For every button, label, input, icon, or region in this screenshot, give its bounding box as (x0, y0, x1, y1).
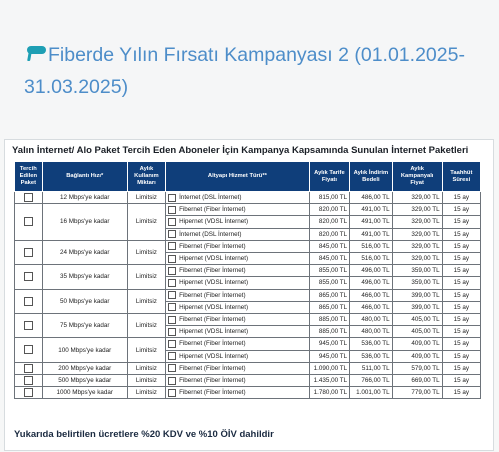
quota-cell: Limitsiz (127, 314, 165, 338)
service-checkbox[interactable] (168, 242, 176, 250)
commit-cell: 15 ay (442, 362, 480, 374)
package-select-cell (15, 387, 43, 399)
table-header-row (15, 162, 481, 192)
service-checkbox[interactable] (168, 316, 176, 324)
service-label: Fibernet (Fiber İnternet) (179, 377, 246, 385)
quota-cell: Limitsiz (127, 240, 165, 264)
header-campaign: Aylık Kampanyalı Fiyat (392, 162, 442, 192)
package-select-cell (15, 362, 43, 374)
quota-cell: Limitsiz (127, 265, 165, 289)
tariff-cell: 820,00 TL (309, 204, 349, 216)
service-label: Hipernet (VDSL İnternet) (179, 352, 249, 360)
service-label: İnternet (DSL İnternet) (179, 230, 242, 238)
speed-cell: 500 Mbps'ye kadar (42, 375, 127, 387)
discount-cell: 536,00 TL (350, 350, 393, 362)
speed-cell: 50 Mbps'ye kadar (42, 289, 127, 313)
commit-cell: 15 ay (442, 265, 480, 277)
service-checkbox[interactable] (168, 364, 176, 372)
package-checkbox[interactable] (24, 217, 33, 226)
discount-cell: 466,00 TL (350, 289, 393, 301)
tariff-cell: 885,00 TL (309, 326, 349, 338)
commit-cell: 15 ay (442, 253, 480, 265)
table-heading: Yalın İnternet/ Alo Paket Tercih Eden Aboneler İçin Kampanya Kapsamında Sunulan İnternet Paketleri (12, 145, 469, 156)
service-cell (166, 350, 310, 362)
campaign-cell: 409,00 TL (392, 350, 442, 362)
discount-cell: 766,00 TL (350, 375, 393, 387)
packages-table (14, 161, 481, 399)
package-select-cell (15, 289, 43, 313)
tariff-cell: 820,00 TL (309, 228, 349, 240)
campaign-cell: 399,00 TL (392, 301, 442, 313)
service-checkbox[interactable] (168, 352, 176, 360)
header-select: Tercih Edilen Paket (15, 162, 43, 192)
commit-cell: 15 ay (442, 204, 480, 216)
service-label: Fibernet (Fiber İnternet) (179, 242, 246, 250)
service-checkbox[interactable] (168, 255, 176, 263)
tariff-cell: 820,00 TL (309, 216, 349, 228)
header-commit: Taahhüt Süresi (442, 162, 480, 192)
campaign-cell: 329,00 TL (392, 253, 442, 265)
service-label: Hipernet (VDSL İnternet) (179, 328, 249, 336)
commit-cell: 15 ay (442, 314, 480, 326)
table-row (15, 338, 481, 350)
commit-cell: 15 ay (442, 228, 480, 240)
campaign-cell: 329,00 TL (392, 216, 442, 228)
discount-cell: 486,00 TL (350, 192, 393, 204)
campaign-cell: 329,00 TL (392, 240, 442, 252)
discount-cell: 466,00 TL (350, 301, 393, 313)
commit-cell: 15 ay (442, 375, 480, 387)
service-checkbox[interactable] (168, 206, 176, 214)
service-label: Hipernet (VDSL İnternet) (179, 255, 249, 263)
service-cell (166, 326, 310, 338)
tariff-cell: 865,00 TL (309, 289, 349, 301)
tariff-cell: 845,00 TL (309, 253, 349, 265)
service-cell (166, 204, 310, 216)
service-cell (166, 387, 310, 399)
tariff-cell: 945,00 TL (309, 350, 349, 362)
service-checkbox[interactable] (168, 194, 176, 202)
tariff-cell: 1.780,00 TL (309, 387, 349, 399)
service-label: Fibernet (Fiber İnternet) (179, 364, 246, 372)
discount-cell: 480,00 TL (350, 314, 393, 326)
service-label: Hipernet (VDSL İnternet) (179, 218, 249, 226)
service-cell (166, 192, 310, 204)
service-checkbox[interactable] (168, 291, 176, 299)
tariff-cell: 1.435,00 TL (309, 375, 349, 387)
table-row (15, 289, 481, 301)
package-checkbox[interactable] (24, 272, 33, 281)
package-select-cell (15, 375, 43, 387)
service-label: Fibernet (Fiber İnternet) (179, 267, 246, 275)
service-label: Hipernet (VDSL İnternet) (179, 279, 249, 287)
campaign-cell: 329,00 TL (392, 204, 442, 216)
commit-cell: 15 ay (442, 350, 480, 362)
service-cell (166, 216, 310, 228)
commit-cell: 15 ay (442, 326, 480, 338)
service-cell (166, 362, 310, 374)
commit-cell: 15 ay (442, 192, 480, 204)
service-cell (166, 228, 310, 240)
campaign-cell: 399,00 TL (392, 289, 442, 301)
service-cell (166, 375, 310, 387)
package-select-cell (15, 240, 43, 264)
campaign-cell: 779,00 TL (392, 387, 442, 399)
table-row (15, 192, 481, 204)
service-checkbox[interactable] (168, 267, 176, 275)
service-checkbox[interactable] (168, 328, 176, 336)
service-cell (166, 265, 310, 277)
service-cell (166, 301, 310, 313)
quota-cell: Limitsiz (127, 338, 165, 362)
campaign-cell: 329,00 TL (392, 228, 442, 240)
speed-cell: 35 Mbps'ye kadar (42, 265, 127, 289)
package-checkbox[interactable] (24, 376, 33, 385)
service-checkbox[interactable] (168, 377, 176, 385)
commit-cell: 15 ay (442, 289, 480, 301)
campaign-cell: 409,00 TL (392, 338, 442, 350)
speed-cell: 12 Mbps'ye kadar (42, 192, 127, 204)
package-checkbox[interactable] (24, 248, 33, 257)
discount-cell: 491,00 TL (350, 228, 393, 240)
quota-cell: Limitsiz (127, 192, 165, 204)
discount-cell: 491,00 TL (350, 216, 393, 228)
tariff-cell: 845,00 TL (309, 240, 349, 252)
header-discount: Aylık İndirim Bedeli (350, 162, 393, 192)
quota-cell: Limitsiz (127, 204, 165, 241)
quota-cell: Limitsiz (127, 387, 165, 399)
tariff-cell: 855,00 TL (309, 265, 349, 277)
discount-cell: 1.001,00 TL (350, 387, 393, 399)
header-quota: Aylık Kullanım Miktarı (127, 162, 165, 192)
service-label: Fibernet (Fiber İnternet) (179, 340, 246, 348)
tariff-cell: 1.090,00 TL (309, 362, 349, 374)
tax-note: Yukarıda belirtilen ücretlere %20 KDV ve %10 ÖİV dahildir (14, 429, 274, 440)
campaign-cell: 329,00 TL (392, 192, 442, 204)
campaign-card (4, 139, 494, 451)
header-service: Altyapı Hizmet Türü** (166, 162, 310, 192)
package-select-cell (15, 204, 43, 241)
tariff-cell: 815,00 TL (309, 192, 349, 204)
speed-cell: 200 Mbps'ye kadar (42, 362, 127, 374)
service-checkbox[interactable] (168, 340, 176, 348)
discount-cell: 516,00 TL (350, 240, 393, 252)
package-select-cell (15, 314, 43, 338)
speed-cell: 100 Mbps'ye kadar (42, 338, 127, 362)
package-checkbox[interactable] (24, 364, 33, 373)
service-label: Fibernet (Fiber İnternet) (179, 316, 246, 324)
package-select-cell (15, 265, 43, 289)
package-checkbox[interactable] (24, 388, 33, 397)
commit-cell: 15 ay (442, 216, 480, 228)
package-checkbox[interactable] (24, 321, 33, 330)
quota-cell: Limitsiz (127, 375, 165, 387)
campaign-cell: 669,00 TL (392, 375, 442, 387)
page-title: Fiberde Yılın Fırsatı Kampanyası 2 (01.01.2025-31.03.2025) (24, 44, 465, 98)
service-label: Fibernet (Fiber İnternet) (179, 291, 246, 299)
discount-cell: 491,00 TL (350, 204, 393, 216)
discount-cell: 511,00 TL (350, 362, 393, 374)
package-select-cell (15, 192, 43, 204)
service-cell (166, 338, 310, 350)
discount-cell: 516,00 TL (350, 253, 393, 265)
speed-cell: 75 Mbps'ye kadar (42, 314, 127, 338)
tariff-cell: 945,00 TL (309, 338, 349, 350)
discount-cell: 496,00 TL (350, 265, 393, 277)
speed-cell: 1000 Mbps'ye kadar (42, 387, 127, 399)
quota-cell: Limitsiz (127, 289, 165, 313)
service-cell (166, 289, 310, 301)
service-label: Fibernet (Fiber İnternet) (179, 389, 246, 397)
service-checkbox[interactable] (168, 279, 176, 287)
service-label: İnternet (DSL İnternet) (179, 194, 242, 201)
package-checkbox[interactable] (24, 297, 33, 306)
hero-banner (0, 0, 499, 120)
service-cell (166, 314, 310, 326)
speed-cell: 16 Mbps'ye kadar (42, 204, 127, 241)
table-row (15, 362, 481, 374)
commit-cell: 15 ay (442, 240, 480, 252)
table-row (15, 204, 481, 216)
service-cell (166, 253, 310, 265)
campaign-cell: 579,00 TL (392, 362, 442, 374)
campaign-cell: 405,00 TL (392, 314, 442, 326)
tariff-cell: 855,00 TL (309, 277, 349, 289)
commit-cell: 15 ay (442, 387, 480, 399)
table-row (15, 314, 481, 326)
table-row (15, 265, 481, 277)
package-checkbox[interactable] (24, 193, 33, 202)
service-label: Hipernet (VDSL İnternet) (179, 303, 249, 311)
quota-cell: Limitsiz (127, 362, 165, 374)
speed-cell: 24 Mbps'ye kadar (42, 240, 127, 264)
campaign-cell: 359,00 TL (392, 277, 442, 289)
campaign-cell: 359,00 TL (392, 265, 442, 277)
tariff-cell: 885,00 TL (309, 314, 349, 326)
service-checkbox[interactable] (168, 389, 176, 397)
service-cell (166, 277, 310, 289)
table-row (15, 240, 481, 252)
commit-cell: 15 ay (442, 338, 480, 350)
service-label: Fibernet (Fiber İnternet) (179, 206, 246, 214)
header-tariff: Aylık Tarife Fiyatı (309, 162, 349, 192)
campaign-cell: 405,00 TL (392, 326, 442, 338)
table-row (15, 387, 481, 399)
commit-cell: 15 ay (442, 301, 480, 313)
table-row (15, 375, 481, 387)
tariff-cell: 865,00 TL (309, 301, 349, 313)
discount-cell: 480,00 TL (350, 326, 393, 338)
service-checkbox[interactable] (168, 230, 176, 238)
header-speed: Bağlantı Hızı* (42, 162, 127, 192)
service-cell (166, 240, 310, 252)
commit-cell: 15 ay (442, 277, 480, 289)
service-checkbox[interactable] (168, 218, 176, 226)
package-checkbox[interactable] (24, 345, 33, 354)
package-select-cell (15, 338, 43, 362)
service-checkbox[interactable] (168, 303, 176, 311)
discount-cell: 496,00 TL (350, 277, 393, 289)
discount-cell: 536,00 TL (350, 338, 393, 350)
